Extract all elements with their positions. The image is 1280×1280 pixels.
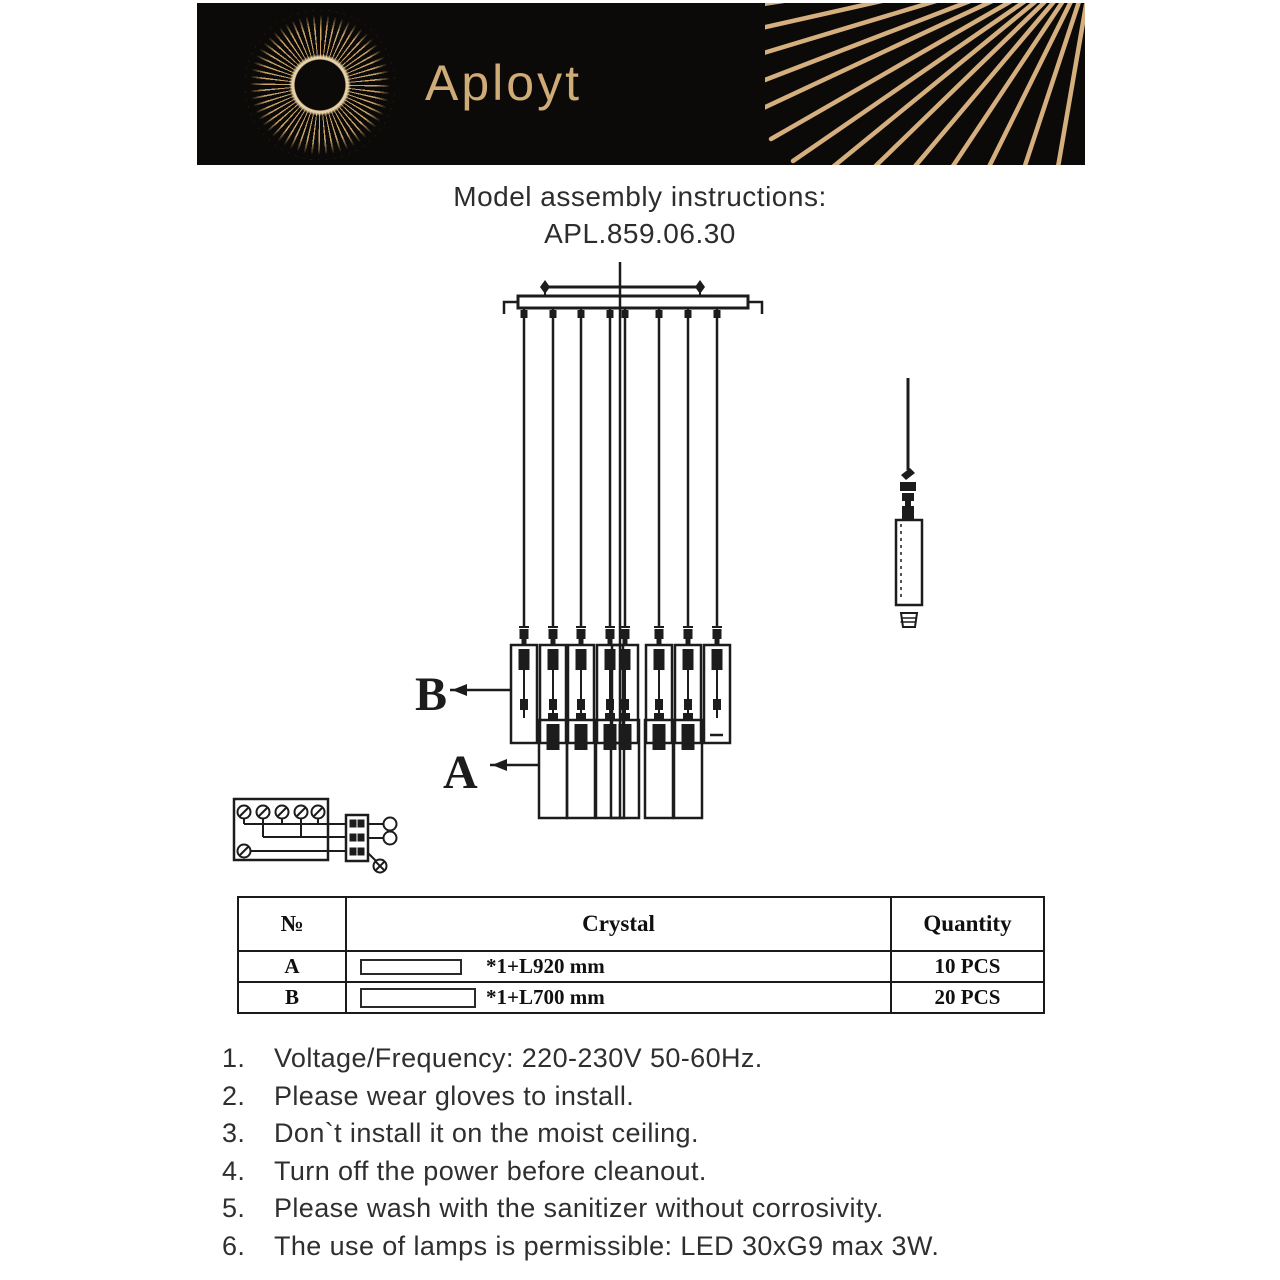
ceiling-plate	[518, 296, 748, 308]
page-title	[0, 178, 1280, 252]
chandelier-assembly-diagram	[410, 258, 780, 828]
parts-table	[237, 896, 1045, 1014]
pendant-detail-diagram	[880, 370, 940, 640]
list-item: 1. Voltage/Frequency: 220-230V 50-60Hz.	[222, 1043, 763, 1074]
list-item: 3. Don`t install it on the moist ceiling.	[222, 1118, 699, 1149]
model-number: APL.859.06.30	[544, 218, 736, 249]
row-a-num: A	[238, 951, 346, 982]
row-a-quantity: 10 PCS	[891, 951, 1044, 982]
sunburst-logo-icon	[245, 10, 395, 160]
crystal-rect-icon	[360, 988, 476, 1008]
header-crystal: Crystal	[346, 897, 891, 951]
row-b-quantity: 20 PCS	[891, 982, 1044, 1013]
table-row	[238, 951, 1044, 982]
brand-name: Aployt	[425, 55, 582, 111]
row-b-crystal: *1+L700 mm	[486, 985, 605, 1009]
label-part-b: B	[415, 668, 448, 721]
list-item: 4. Turn off the power before cleanout.	[222, 1155, 707, 1186]
wiring-diagram	[228, 793, 403, 888]
brand-banner	[197, 3, 1085, 165]
label-part-a: A	[443, 746, 478, 799]
table-row	[238, 982, 1044, 1013]
list-item: 6. The use of lamps is permissible: LED 30xG9 max 3W.	[222, 1230, 940, 1261]
gold-rays-icon	[765, 3, 1085, 165]
list-item: 5. Please wash with the sanitizer without corrosivity.	[222, 1193, 884, 1224]
table-header-row	[238, 897, 1044, 951]
header-num: №	[238, 897, 346, 951]
instruction-list	[222, 1040, 939, 1265]
row-b-num: B	[238, 982, 346, 1013]
title-line1: Model assembly instructions:	[453, 181, 827, 212]
crystal-rect-icon	[360, 959, 462, 975]
header-quantity: Quantity	[891, 897, 1044, 951]
row-a-crystal: *1+L920 mm	[486, 954, 605, 978]
list-item: 2. Please wear gloves to install.	[222, 1080, 635, 1111]
